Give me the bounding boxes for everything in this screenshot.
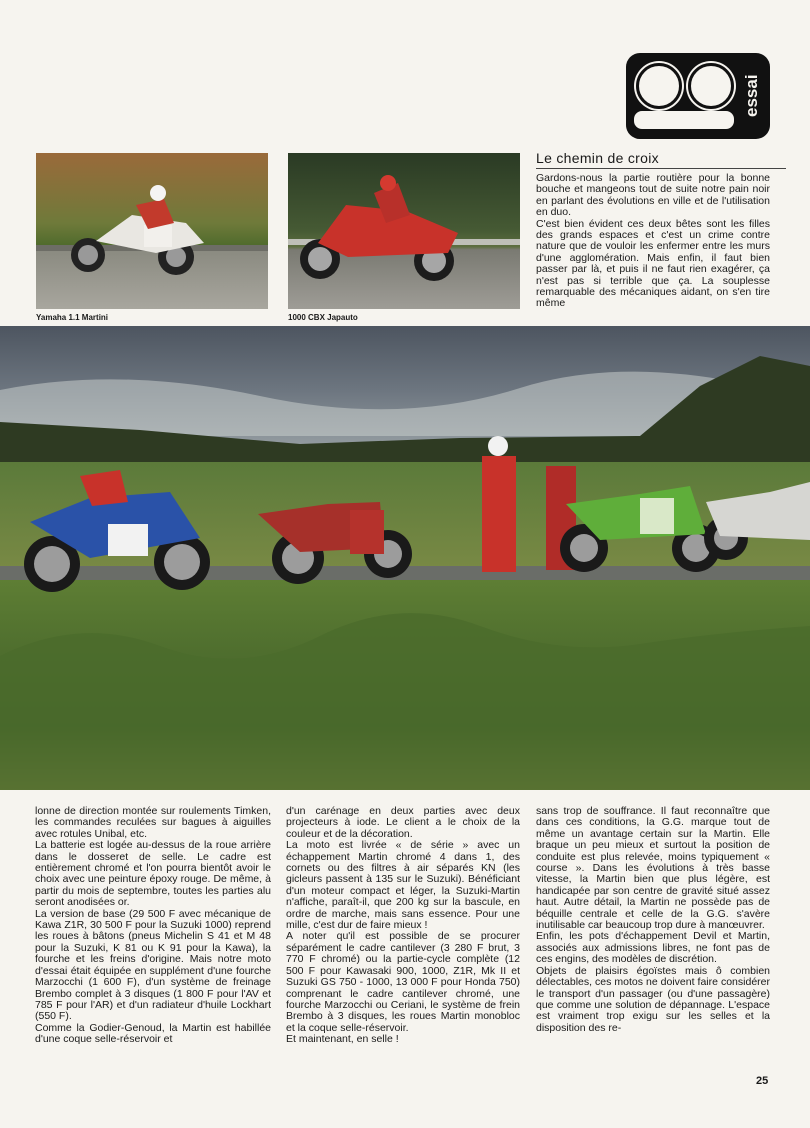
page-number: 25 — [756, 1075, 769, 1087]
photo-yamaha — [36, 153, 268, 309]
paragraph: C'est bien évident ces deux bêtes sont les filles des grands espaces et c'est un crime contre nature que de vouloir les enfermer entre les murs d'une agglomération. Mais enfin, il faut bien passer par là, et puis il ne faut rien exagérer, ça n'est pas si terrible que ça. La souplesse remarquable des mécaniques aidant, on s'en tire même — [536, 217, 770, 310]
badge-label: essai — [742, 74, 761, 118]
essai-badge — [626, 53, 770, 139]
section-heading: Le chemin de croix — [536, 150, 786, 169]
paragraph: Gardons-nous la partie routière pour la bonne bouche et mangeons tout de suite notre pain noir en parlant des évolutions en ville et de l'utilisation en duo. — [536, 172, 770, 219]
paragraph: lonne de direction montée sur roulements Timken, les commandes reculées sur bagues à aiguilles avec rotules Unibal, etc. — [35, 805, 271, 840]
paragraph: Et maintenant, en selle ! — [286, 1033, 399, 1046]
group-photo — [0, 326, 810, 790]
intro-text — [536, 173, 770, 310]
paragraph: La batterie est logée au-dessus de la roue arrière dans le dosseret de selle. Le cadre est entièrement chromé et l'on pourra bientôt avoir le choix avec une peinture époxy rouge. De même, à partir du mois de septembre, toutes les parties alu seront anodisées or. — [35, 839, 271, 909]
paragraph: Objets de plaisirs égoïstes mais ô combien délectables, ces motos ne doivent faire considérer le transport d'un passager (ou d'une passagère) que comme une solution de dépannage. L'espace est vraiment trop exigu sur les selles et la disposition des re- — [536, 964, 770, 1034]
paragraph: La moto est livrée « de série » avec un échappement Martin chromé 4 dans 1, des cornets ou des filtres à air séparés KN (les gicleurs passent à 135 sur le Suzuki). Bénéficiant d'un moteur compact et léger, la Suzuki-Martin n'affiche, paraît-il, que 200 kg sur la bascule, en ordre de marche, mais sans essence. Pour une mille, c'est dur de faire mieux ! — [286, 839, 520, 932]
paragraph: d'un carénage en deux parties avec deux projecteurs à iode. Le client a le choix de la couleur et de la décoration. — [286, 805, 520, 840]
photo-caption-yamaha: Yamaha 1.1 Martini — [36, 313, 109, 322]
text-column-3 — [536, 806, 770, 1034]
paragraph: La version de base (29 500 F avec mécanique de Kawa Z1R, 30 500 F pour la Suzuki 1000) reprend les roues à bâtons (pneus Michelin S 41 et M 48 pour la Suzuki, K 81 ou K 91 pour la Kawa), la fourche et les freins d'origine. Mais notre moto d'essai était équipée en supplément d'une fourche Marzocchi (1 600 F), d'un système de freinage Brembo complet à 3 disques (1 800 F pour l'AV et 785 F pour l'AR) et d'un radiateur d'huile Lockhart (550 F). — [35, 907, 271, 1023]
paragraph: Enfin, les pots d'échappement Devil et Martin, associés aux admissions libres, ne font pas de ces engins, des modèles de discrétion. — [536, 930, 770, 966]
gauge-icon — [636, 63, 682, 109]
photo-caption-cbx: 1000 CBX Japauto — [288, 313, 358, 322]
gauge-icon — [688, 63, 734, 109]
paragraph: Comme la Godier-Genoud, la Martin est habillée d'une coque selle-réservoir et — [35, 1021, 271, 1046]
paragraph: A noter qu'il est possible de se procurer séparément le cadre cantilever (3 280 F brut, 3 770 F chromé) ou la partie-cycle complète (12 500 F pour Kawasaki 900, 1000, Z1R, Mk II et Suzuki GS 750 - 1000, 13 000 F pour Honda 750) comprenant le cadre cantilever chromé, une fourche Marzocchi ou Ceriani, le système de frein Brembo à 3 disques, les roues Martin monobloc et la coque selle-réservoir. — [286, 930, 520, 1034]
text-column-1 — [35, 806, 271, 1046]
text-column-2 — [286, 806, 520, 1046]
photo-cbx — [288, 153, 520, 309]
paragraph: sans trop de souffrance. Il faut reconnaître que dans ces conditions, la G.G. marque tout de même un avantage certain sur la Martin. Elle braque un peu mieux et surtout la position de conduite est plus relevée, moins typiquement « course ». Dans les évolutions à très basse vitesse, la Martin bien que plus légère, est handicapée par son centre de gravité situé assez haut. Autre détail, la Martin ne possède pas de béquille centrale et celle de la G.G. s'avère inutilisable car beaucoup trop dure à manœuvrer. — [536, 805, 770, 932]
handlebar-icon — [634, 111, 734, 129]
